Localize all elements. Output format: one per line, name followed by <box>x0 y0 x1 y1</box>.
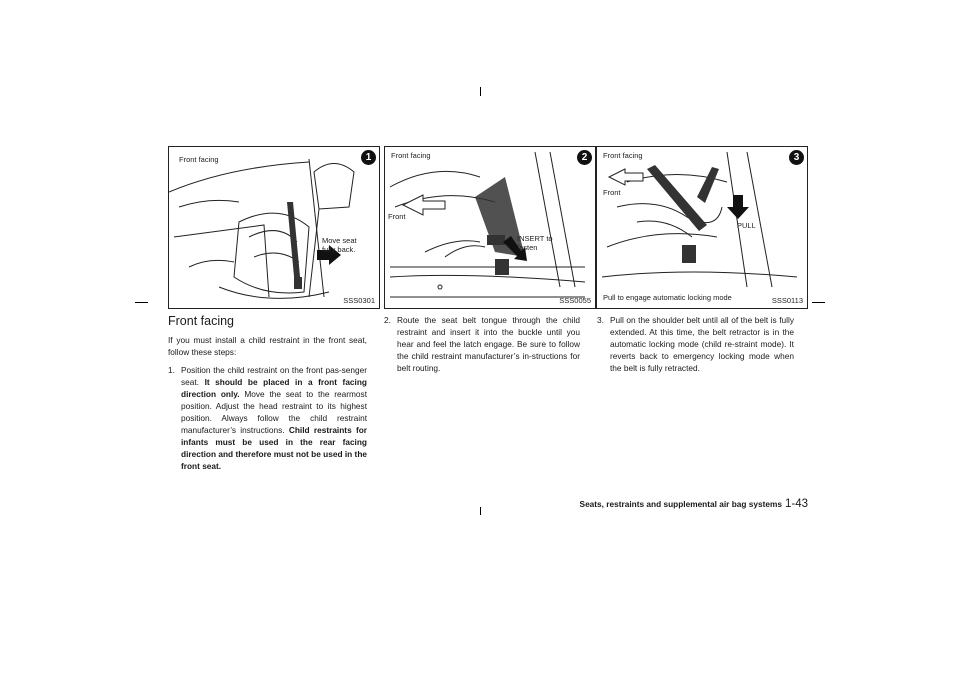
figure-number-badge: 1 <box>361 150 376 165</box>
step-3 <box>597 314 794 374</box>
page-number: 1-43 <box>784 498 808 510</box>
page-footer <box>580 494 808 512</box>
crop-mark-bottom <box>480 507 481 515</box>
figure-2-illustration <box>385 147 596 309</box>
figure-1 <box>168 146 380 309</box>
figure-label-front-facing: Front facing <box>179 155 219 164</box>
figure-code: SSS0301 <box>343 296 375 305</box>
figure-3 <box>596 146 808 309</box>
column-3 <box>597 314 794 374</box>
figure-label-front: Front <box>388 212 406 221</box>
step-1 <box>168 364 367 472</box>
figure-1-illustration <box>169 147 380 309</box>
figure-label-front-facing: Front facing <box>391 151 431 160</box>
figure-label-pull: PULL <box>737 221 756 230</box>
figure-3-illustration <box>597 147 808 309</box>
section-heading: Front facing <box>168 314 235 328</box>
step-2-text: Route the seat belt tongue through the child restraint and insert it into the buckle until you hear and feel the latch engage. Be sure to follow the child restraint manufacturer’s in-structions for belt routing. <box>397 315 580 373</box>
intro-paragraph: If you must install a child restraint in the front seat, follow these steps: <box>168 335 367 357</box>
step-number: 2. <box>384 315 391 325</box>
figure-number-badge: 3 <box>789 150 804 165</box>
figure-label-front-facing: Front facing <box>603 151 643 160</box>
column-1 <box>168 334 367 472</box>
step-1-emphasis-direction: It should be placed in a front facing direction only. <box>181 377 367 399</box>
figure-2 <box>384 146 596 309</box>
figure-code: SSS0113 <box>771 296 803 305</box>
figure-label-move-seat: Move seat fully back. <box>322 236 357 254</box>
figure-number-badge: 2 <box>577 150 592 165</box>
step-1-text-a: Position the child restraint on the front pas-senger seat. <box>181 365 367 387</box>
figure-caption: Pull to engage automatic locking mode <box>603 293 732 302</box>
step-1-text-c: Move the seat to the rearmost position. Adjust the head restraint to its highest position. Always follow the child restraint manufacturer’s instructions. <box>181 389 368 435</box>
step-1-warning: Child restraints for infants must be used in the rear facing direction and therefore must not be used in the front seat. <box>181 425 368 471</box>
figure-label-insert: INSERT to fasten <box>517 234 553 252</box>
step-3-text: Pull on the shoulder belt until all of the belt is fully extended. At this time, the belt retractor is in the automatic locking mode (child re-straint mode). It reverts back to emergency locking mode when the belt is fully retracted. <box>610 315 794 373</box>
crop-mark-right <box>812 302 825 303</box>
step-number: 3. <box>597 315 604 325</box>
column-2 <box>384 314 580 374</box>
figure-label-front: Front <box>603 188 621 197</box>
step-number: 1. <box>168 365 175 375</box>
step-2 <box>384 314 580 374</box>
crop-mark-top <box>480 87 481 96</box>
crop-mark-left <box>135 302 148 303</box>
footer-section-title: Seats, restraints and supplemental air bag systems <box>579 499 782 509</box>
figure-code: SSS0055 <box>559 296 591 305</box>
